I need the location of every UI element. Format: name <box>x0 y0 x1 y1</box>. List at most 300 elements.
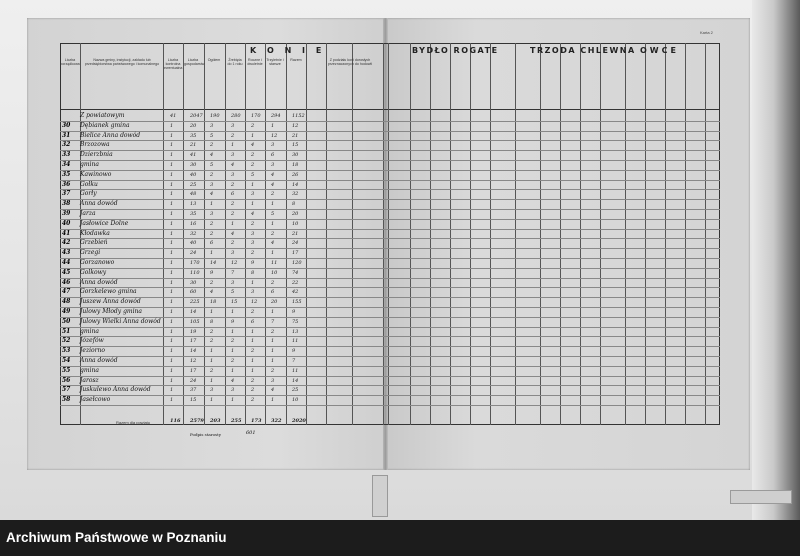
row-number: 32 <box>62 141 71 149</box>
row-cell-value: 1 <box>271 220 275 227</box>
row-cell-value: 20 <box>190 122 197 129</box>
row-cell-value: 1 <box>170 387 174 394</box>
row-cell-value: 1 <box>251 367 255 374</box>
row-cell-value: 5 <box>210 132 214 139</box>
row-cell-value: 1 <box>170 299 174 306</box>
row-cell-value: 3 <box>231 250 235 257</box>
row-cell-value: 4 <box>210 191 214 198</box>
column-divider <box>410 43 411 425</box>
row-cell-value: 2 <box>210 367 214 374</box>
row-number: 55 <box>62 366 71 374</box>
row-commune-name: Julowy Wielki Anna dowód <box>80 317 161 325</box>
row-commune-name: Jeziorno <box>80 347 105 355</box>
row-cell-value: 11 <box>292 338 299 345</box>
header-total: Ogółem <box>207 58 221 62</box>
row-cell-value: 22 <box>292 279 299 286</box>
summary-value: 322 <box>271 418 282 424</box>
row-divider <box>60 199 720 200</box>
row-cell-value: 3 <box>231 387 235 394</box>
row-cell-value: 30 <box>190 279 197 286</box>
row-cell-value: 3 <box>271 142 275 149</box>
column-divider <box>490 43 491 425</box>
row-cell-value: 1 <box>231 142 235 149</box>
paper-tab <box>372 475 388 517</box>
row-cell-value: 1152 <box>292 113 305 119</box>
row-cell-value: 2 <box>210 142 214 149</box>
row-cell-value: 40 <box>190 240 197 247</box>
row-commune-name: Kawinowo <box>80 170 112 178</box>
summary-label: Razem dla powiatu <box>116 420 151 425</box>
row-divider <box>60 229 720 230</box>
column-divider <box>645 43 646 425</box>
row-divider <box>60 219 720 220</box>
row-cell-value: 2 <box>231 201 235 208</box>
row-cell-value: 1 <box>271 250 275 257</box>
row-cell-value: 4 <box>271 387 275 394</box>
column-divider <box>163 43 164 425</box>
column-divider <box>306 43 307 425</box>
row-commune-name: Grzegi <box>80 249 101 257</box>
row-number: 47 <box>62 288 71 296</box>
row-cell-value: 2 <box>271 230 275 237</box>
row-divider <box>60 209 720 210</box>
row-number: 46 <box>62 278 71 286</box>
row-number: 36 <box>62 180 71 188</box>
column-divider <box>388 43 389 425</box>
row-divider <box>60 278 720 279</box>
column-divider <box>265 43 266 425</box>
row-divider <box>60 121 720 122</box>
subtotal-label: Podpis starosty <box>190 432 221 437</box>
row-cell-value: 225 <box>190 299 200 306</box>
row-cell-value: 280 <box>231 113 241 119</box>
row-commune-name: Bielice Anna dowód <box>80 131 141 139</box>
row-cell-value: 5 <box>271 211 275 217</box>
row-cell-value: 1 <box>170 367 174 374</box>
row-cell-value: 1 <box>170 289 174 296</box>
row-cell-value: 4 <box>251 142 255 149</box>
scan-edge <box>752 0 800 520</box>
header-farms: Liczba gospodarstw <box>184 58 205 66</box>
row-cell-value: 9 <box>231 318 235 325</box>
row-divider <box>60 258 720 259</box>
row-cell-value: 19 <box>190 328 197 335</box>
row-cell-value: 3 <box>210 211 214 217</box>
row-cell-value: 3 <box>231 122 235 129</box>
row-cell-value: 7 <box>231 269 235 276</box>
row-cell-value: 3 <box>210 122 214 129</box>
row-cell-value: 1 <box>170 250 174 257</box>
row-cell-value: 2 <box>251 387 255 394</box>
row-cell-value: 294 <box>271 113 281 119</box>
row-commune-name: Grzebień <box>80 239 108 247</box>
row-commune-name: Z powiatowym <box>80 112 125 119</box>
row-cell-value: 8 <box>210 318 214 325</box>
column-divider <box>625 43 626 425</box>
row-commune-name: Anna dowód <box>80 278 118 286</box>
row-divider <box>60 180 720 181</box>
column-divider <box>540 43 541 425</box>
row-commune-name: Dębianek gmina <box>80 121 130 129</box>
row-number: 56 <box>62 376 71 384</box>
row-cell-value: 2 <box>251 309 255 315</box>
row-commune-name: Jarosz <box>80 376 99 384</box>
row-cell-value: 14 <box>190 309 197 315</box>
row-cell-value: 1 <box>170 220 174 227</box>
row-cell-value: 30 <box>292 152 299 159</box>
row-cell-value: 21 <box>292 230 299 237</box>
row-cell-value: 9 <box>292 348 296 355</box>
row-cell-value: 1 <box>251 132 255 139</box>
row-cell-value: 6 <box>251 318 255 325</box>
row-cell-value: 74 <box>292 269 299 276</box>
row-cell-value: 2 <box>251 152 255 159</box>
summary-value: 116 <box>170 418 181 424</box>
row-cell-value: 1 <box>170 171 174 178</box>
row-cell-value: 40 <box>190 171 197 178</box>
row-divider <box>60 189 720 190</box>
row-divider <box>60 376 720 377</box>
summary-value: 2020 <box>292 418 306 424</box>
row-cell-value: 17 <box>190 367 197 374</box>
row-number: 41 <box>62 229 71 237</box>
row-cell-value: 1 <box>170 358 174 364</box>
row-cell-value: 170 <box>251 113 261 119</box>
row-cell-value: 1 <box>170 338 174 345</box>
row-divider <box>60 346 720 347</box>
row-cell-value: 2 <box>271 328 275 335</box>
row-cell-value: 4 <box>210 152 214 159</box>
row-number: 34 <box>62 161 71 168</box>
row-cell-value: 110 <box>190 269 200 276</box>
row-cell-value: 2 <box>271 279 275 286</box>
row-cell-value: 42 <box>292 289 299 296</box>
row-cell-value: 1 <box>251 338 255 345</box>
row-number: 39 <box>62 210 71 217</box>
summary-value: 203 <box>210 418 221 424</box>
row-cell-value: 3 <box>251 289 255 296</box>
row-cell-value: 32 <box>292 191 299 198</box>
row-number: 42 <box>62 239 71 247</box>
row-cell-value: 20 <box>271 299 278 306</box>
row-cell-value: 4 <box>271 181 275 188</box>
row-cell-value: 1 <box>170 328 174 335</box>
row-cell-value: 1 <box>170 201 174 208</box>
row-cell-value: 17 <box>190 338 197 345</box>
column-divider <box>245 43 246 425</box>
row-cell-value: 75 <box>292 318 299 325</box>
row-cell-value: 25 <box>190 181 197 188</box>
row-cell-value: 2 <box>251 220 255 227</box>
header-control-number: Liczba kontrolna ewentualna <box>164 58 183 70</box>
row-cell-value: 2 <box>231 132 235 139</box>
column-divider <box>600 43 601 425</box>
section-sheep: OWCE <box>640 46 679 55</box>
row-cell-value: 1 <box>170 211 174 217</box>
row-commune-name: Kłodawka <box>80 229 110 237</box>
row-cell-value: 2 <box>251 250 255 257</box>
row-cell-value: 10 <box>292 220 299 227</box>
row-number: 51 <box>62 327 71 335</box>
row-cell-value: 5 <box>210 162 214 168</box>
column-divider <box>286 43 287 425</box>
row-divider <box>60 238 720 239</box>
row-cell-value: 3 <box>271 377 275 384</box>
row-number: 44 <box>62 259 71 266</box>
row-cell-value: 14 <box>210 260 217 266</box>
column-divider <box>352 43 353 425</box>
column-divider <box>204 43 205 425</box>
row-cell-value: 24 <box>190 250 197 257</box>
row-divider <box>60 268 720 269</box>
row-cell-value: 30 <box>190 162 197 168</box>
row-cell-value: 2 <box>231 181 235 188</box>
row-cell-value: 7 <box>292 358 296 364</box>
summary-value: 2579 <box>190 418 204 424</box>
row-cell-value: 15 <box>190 397 197 404</box>
summary-value: 255 <box>231 418 242 424</box>
row-cell-value: 9 <box>210 269 214 276</box>
row-cell-value: 8 <box>251 269 255 276</box>
section-horses: K O N I E <box>250 46 326 55</box>
row-number: 49 <box>62 308 71 315</box>
row-cell-value: 2 <box>251 397 255 404</box>
row-cell-value: 2 <box>210 279 214 286</box>
header-commune-name: Nazwa gminy, instytucji, zakładu lub przedsiębiorstwa państwowego i komunalnego <box>84 58 160 66</box>
row-cell-value: 1 <box>210 250 214 257</box>
row-cell-value: 35 <box>190 211 197 217</box>
row-divider <box>60 385 720 386</box>
row-cell-value: 1 <box>170 132 174 139</box>
row-cell-value: 24 <box>190 377 197 384</box>
row-cell-value: 1 <box>170 230 174 237</box>
row-cell-value: 3 <box>251 240 255 247</box>
row-cell-value: 2 <box>231 338 235 345</box>
row-cell-value: 3 <box>210 181 214 188</box>
row-divider <box>60 395 720 396</box>
row-divider <box>60 336 720 337</box>
row-cell-value: 5 <box>251 171 255 178</box>
row-cell-value: 24 <box>292 240 299 247</box>
row-cell-value: 170 <box>190 260 200 266</box>
row-number: 52 <box>62 337 71 345</box>
row-cell-value: 1 <box>210 377 214 384</box>
row-cell-value: 14 <box>292 377 299 384</box>
row-cell-value: 1 <box>170 162 174 168</box>
row-cell-value: 1 <box>231 220 235 227</box>
header-young: Roczne i dwuletnie <box>247 58 263 66</box>
row-commune-name: Golkowy <box>80 268 107 276</box>
header-sum: Razem <box>290 58 302 62</box>
row-divider <box>60 140 720 141</box>
row-cell-value: 1 <box>170 142 174 149</box>
row-cell-value: 10 <box>292 397 299 404</box>
column-divider <box>515 43 516 425</box>
row-cell-value: 4 <box>210 289 214 296</box>
section-pigs: TRZODA CHLEWNA <box>530 46 636 55</box>
row-cell-value: 105 <box>190 318 200 325</box>
row-cell-value: 2 <box>210 171 214 178</box>
subtotal-value: 601 <box>246 430 256 436</box>
row-commune-name: Gołku <box>80 180 98 188</box>
row-cell-value: 2 <box>251 122 255 129</box>
row-cell-value: 1 <box>170 318 174 325</box>
row-cell-value: 155 <box>292 299 302 306</box>
column-divider <box>225 43 226 425</box>
row-cell-value: 48 <box>190 191 197 198</box>
column-divider <box>450 43 451 425</box>
row-cell-value: 16 <box>190 220 197 227</box>
row-commune-name: Anna dowód <box>80 357 118 364</box>
row-number: 48 <box>62 298 71 306</box>
row-cell-value: 1 <box>210 397 214 404</box>
row-cell-value: 35 <box>190 132 197 139</box>
column-divider <box>383 43 384 425</box>
row-number: 30 <box>62 121 71 129</box>
row-divider <box>60 150 720 151</box>
row-cell-value: 4 <box>251 211 255 217</box>
row-commune-name: Jasłowice Dolne <box>80 219 129 227</box>
row-commune-name: Józefów <box>80 337 104 345</box>
row-commune-name: Gorzkelewo gmina <box>80 288 137 296</box>
row-number: 50 <box>62 317 71 325</box>
row-commune-name: Jasełcowo <box>80 396 111 404</box>
row-commune-name: gmina <box>80 161 99 168</box>
row-commune-name: Dzierzbnia <box>80 151 113 159</box>
column-divider <box>183 43 184 425</box>
row-number: 43 <box>62 249 71 257</box>
row-cell-value: 18 <box>292 162 299 168</box>
header-row-number: Liczba porządkowa <box>60 58 80 66</box>
row-cell-value: 1 <box>170 152 174 159</box>
row-commune-name: gmina <box>80 366 99 374</box>
row-cell-value: 1 <box>170 191 174 198</box>
row-number: 54 <box>62 357 71 364</box>
row-cell-value: 2 <box>231 211 235 217</box>
row-cell-value: 190 <box>210 113 220 119</box>
row-cell-value: 2 <box>251 162 255 168</box>
row-cell-value: 1 <box>170 348 174 355</box>
row-cell-value: 2 <box>210 328 214 335</box>
row-number: 57 <box>62 386 71 394</box>
paper-tab-right <box>730 490 792 504</box>
row-cell-value: 12 <box>271 132 278 139</box>
row-cell-value: 1 <box>210 309 214 315</box>
row-commune-name: Anna dowód <box>80 200 118 208</box>
row-cell-value: 20 <box>292 211 299 217</box>
row-cell-value: 6 <box>210 240 214 247</box>
row-cell-value: 3 <box>231 152 235 159</box>
row-cell-value: 7 <box>271 318 275 325</box>
row-cell-value: 1 <box>271 397 275 404</box>
row-cell-value: 1 <box>170 269 174 276</box>
row-cell-value: 11 <box>271 260 278 266</box>
row-cell-value: 6 <box>271 152 275 159</box>
row-cell-value: 120 <box>292 260 302 266</box>
row-cell-value: 8 <box>292 201 296 208</box>
row-cell-value: 1 <box>271 201 275 208</box>
row-cell-value: 3 <box>271 162 275 168</box>
row-cell-value: 1 <box>251 181 255 188</box>
row-cell-value: 41 <box>190 152 197 159</box>
row-cell-value: 32 <box>190 230 197 237</box>
row-cell-value: 1 <box>271 358 275 364</box>
row-cell-value: 3 <box>231 171 235 178</box>
row-cell-value: 2 <box>271 191 275 198</box>
row-divider <box>60 327 720 328</box>
row-commune-name: Gorzanowo <box>80 259 115 266</box>
row-number: 45 <box>62 268 71 276</box>
row-commune-name: Juskulewo Anna dowód <box>80 386 151 394</box>
row-number: 37 <box>62 190 71 198</box>
row-cell-value: 12 <box>190 358 197 364</box>
row-divider <box>60 160 720 161</box>
row-cell-value: 1 <box>251 279 255 286</box>
row-cell-value: 4 <box>231 230 235 237</box>
column-divider <box>580 43 581 425</box>
row-cell-value: 3 <box>251 191 255 198</box>
row-cell-value: 10 <box>271 269 278 276</box>
row-cell-value: 3 <box>231 279 235 286</box>
row-number: 40 <box>62 219 71 227</box>
row-cell-value: 1 <box>231 367 235 374</box>
row-cell-value: 1 <box>170 397 174 404</box>
row-cell-value: 2047 <box>190 113 203 119</box>
row-cell-value: 12 <box>251 299 258 306</box>
row-cell-value: 21 <box>190 142 197 149</box>
column-divider <box>430 43 431 425</box>
row-commune-name: gmina <box>80 327 99 335</box>
row-divider <box>60 366 720 367</box>
row-divider <box>60 297 720 298</box>
row-cell-value: 60 <box>190 289 197 296</box>
row-cell-value: 18 <box>210 299 217 306</box>
row-cell-value: 1 <box>251 358 255 364</box>
row-cell-value: 2 <box>210 338 214 345</box>
row-cell-value: 1 <box>170 279 174 286</box>
row-divider <box>60 248 720 249</box>
row-divider <box>60 405 720 406</box>
row-cell-value: 15 <box>292 142 299 149</box>
row-cell-value: 1 <box>170 309 174 315</box>
row-number: 38 <box>62 200 71 208</box>
row-cell-value: 13 <box>190 201 197 208</box>
row-cell-value: 1 <box>271 338 275 345</box>
header-older: Trzyletnie i starsze <box>266 58 284 66</box>
row-cell-value: 6 <box>231 191 235 198</box>
row-commune-name: Juszew Anna dowód <box>80 298 141 306</box>
header-foals: Źrebięta do 1 roku <box>227 58 243 66</box>
row-cell-value: 11 <box>292 367 299 374</box>
row-cell-value: 14 <box>190 348 197 355</box>
row-cell-value: 1 <box>210 358 214 364</box>
row-cell-value: 1 <box>210 201 214 208</box>
row-cell-value: 2 <box>231 358 235 364</box>
row-number: 33 <box>62 151 71 159</box>
column-divider <box>560 43 561 425</box>
row-number: 31 <box>62 131 71 139</box>
row-cell-value: 6 <box>271 289 275 296</box>
row-cell-value: 1 <box>170 260 174 266</box>
row-cell-value: 13 <box>292 328 299 335</box>
row-cell-value: 21 <box>292 132 299 139</box>
row-cell-value: 9 <box>292 309 296 315</box>
archive-caption: Archiwum Państwowe w Poznaniu <box>6 530 227 545</box>
row-cell-value: 9 <box>251 260 255 266</box>
row-cell-value: 4 <box>271 240 275 247</box>
row-divider <box>60 287 720 288</box>
row-cell-value: 17 <box>292 250 299 257</box>
